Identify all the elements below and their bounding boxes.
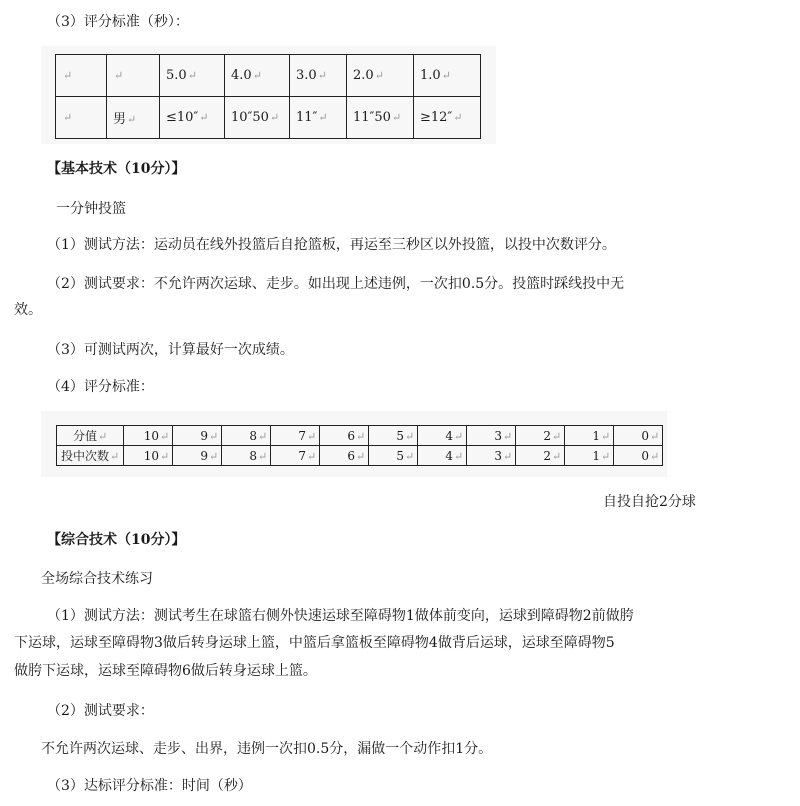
table-cell: 8↵ xyxy=(222,446,271,466)
sub-title-shooting: 一分钟投篮 xyxy=(56,201,126,217)
table-cell: 2↵ xyxy=(516,426,565,446)
table-cell: ≥12″↵ xyxy=(414,97,481,139)
table-cell: 7↵ xyxy=(271,426,320,446)
table-cell: 1.0↵ xyxy=(414,55,481,97)
table-cell: 4↵ xyxy=(418,426,467,446)
table-cell: ≤10″↵ xyxy=(160,97,225,139)
table-cell: 男↵ xyxy=(107,97,160,139)
test-requirement-title: （2）测试要求： xyxy=(47,703,154,719)
table-cell: ↵ xyxy=(56,55,107,97)
test-method-line-1: （1）测试方法：测试考生在球篮右侧外快速运球至障碍物1做体前变向，运球到障碍物2前做胯 xyxy=(47,608,634,624)
table-cell: 1↵ xyxy=(565,426,614,446)
table-cell: 8↵ xyxy=(222,426,271,446)
table-header-cell: 投中次数↵ xyxy=(57,446,124,466)
section-heading-comprehensive: 【综合技术（10分）】 xyxy=(47,532,186,548)
shooting-note: 自投自抢2分球 xyxy=(603,494,696,510)
test-method-paragraph: （1）测试方法：运动员在线外投篮后自抢篮板，再运至三秒区以外投篮，以投中次数评分。 xyxy=(47,237,616,253)
table-cell: 5↵ xyxy=(369,426,418,446)
table-cell: 10↵ xyxy=(124,446,173,466)
table-cell: 6↵ xyxy=(320,446,369,466)
table-cell: 0↵ xyxy=(614,426,663,446)
test-method-line-2: 下运球，运球至障碍物3做后转身运球上篮，中篮后拿篮板至障碍物4做背后运球，运球至障碍物5 xyxy=(14,635,615,651)
table-cell: 9↵ xyxy=(173,446,222,466)
attempts-paragraph: （3）可测试两次，计算最好一次成绩。 xyxy=(47,342,294,358)
test-requirement-text: 不允许两次运球、走步、出界，违例一次扣0.5分，漏做一个动作扣1分。 xyxy=(41,741,493,757)
table-cell: 2.0↵ xyxy=(347,55,414,97)
test-requirement-line-1: （2）测试要求：不允许两次运球、走步。如出现上述违例，一次扣0.5分。投篮时踩线投中无 xyxy=(47,276,625,292)
test-requirement-line-2: 效。 xyxy=(14,302,42,318)
table-cell: 2↵ xyxy=(516,446,565,466)
seconds-criteria-table xyxy=(55,54,481,139)
table-row xyxy=(56,55,481,97)
table-row xyxy=(57,446,663,466)
test-method-line-3: 做胯下运球，运球至障碍物6做后转身运球上篮。 xyxy=(14,663,317,679)
sub-title-full-court: 全场综合技术练习 xyxy=(41,571,153,587)
table-header-cell: 分值↵ xyxy=(57,426,124,446)
table-cell: 11″50↵ xyxy=(347,97,414,139)
table-cell: 1↵ xyxy=(565,446,614,466)
table-cell: 9↵ xyxy=(173,426,222,446)
table-cell: 3.0↵ xyxy=(290,55,347,97)
table-cell: 11″↵ xyxy=(290,97,347,139)
table-cell: 6↵ xyxy=(320,426,369,446)
table-cell: 10″50↵ xyxy=(225,97,290,139)
table-cell: 0↵ xyxy=(614,446,663,466)
table-cell: 3↵ xyxy=(467,446,516,466)
table-cell: ↵ xyxy=(107,55,160,97)
score-table xyxy=(56,425,663,466)
table-cell: 4↵ xyxy=(418,446,467,466)
table-cell: 4.0↵ xyxy=(225,55,290,97)
criteria-title-2: （4）评分标准： xyxy=(47,379,154,395)
table-row xyxy=(56,97,481,139)
table-cell: 7↵ xyxy=(271,446,320,466)
table-cell: 5↵ xyxy=(369,446,418,466)
table-cell: 10↵ xyxy=(124,426,173,446)
criteria-title-1: （3）评分标准（秒）： xyxy=(47,14,189,30)
table-cell: ↵ xyxy=(56,97,107,139)
table-cell: 5.0↵ xyxy=(160,55,225,97)
criteria-title-3: （3）达标评分标准：时间（秒） xyxy=(47,778,252,794)
table-row xyxy=(57,426,663,446)
section-heading-basic: 【基本技术（10分）】 xyxy=(47,161,186,177)
table-cell: 3↵ xyxy=(467,426,516,446)
